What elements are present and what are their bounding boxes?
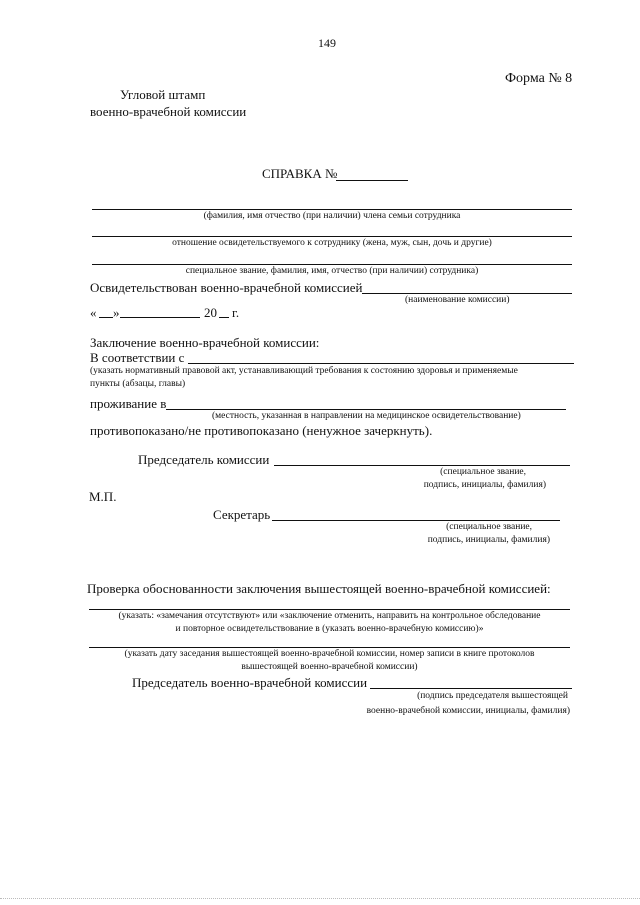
page-number: 149	[318, 36, 336, 50]
relation-field[interactable]	[92, 236, 572, 237]
meeting-caption-2: вышестоящей военно-врачебной комиссии)	[241, 662, 418, 672]
year-suffix: г.	[232, 305, 240, 320]
secretary-caption-2: подпись, инициалы, фамилия)	[427, 535, 550, 545]
year-prefix: 20	[204, 305, 217, 320]
meeting-caption-1: (указать дату заседания вышестоящей военно-врачебной комиссии, номер записи в книге протоколов	[124, 649, 535, 659]
rank-fio-field[interactable]	[92, 264, 572, 265]
secretary-label: Секретарь	[213, 507, 271, 522]
contraindicated-text: противопоказано/не противопоказано (ненужное зачеркнуть).	[90, 423, 433, 438]
normative-act-caption-2: пункты (абзацы, главы)	[90, 379, 186, 389]
secretary-signature-field[interactable]	[272, 520, 560, 521]
review-field[interactable]	[89, 609, 570, 610]
higher-chairman-signature-field[interactable]	[370, 688, 572, 689]
according-label: В соответствии с	[90, 350, 185, 365]
examined-label: Освидетельствован военно-врачебной комиссией	[90, 280, 363, 295]
document-title: СПРАВКА №	[262, 166, 338, 181]
secretary-caption-1: (специальное звание,	[446, 522, 532, 532]
review-caption-2: и повторное освидетельствование в (указать военно-врачебную комиссию)»	[175, 624, 484, 634]
relation-caption: отношение освидетельствуемого к сотруднику (жена, муж, сын, дочь и другие)	[172, 238, 492, 248]
stamp-line-1: Угловой штамп	[120, 87, 206, 102]
year-field[interactable]	[219, 317, 229, 318]
review-heading: Проверка обоснованности заключения вышестоящей военно-врачебной комиссией:	[87, 581, 551, 596]
normative-act-caption-1: (указать нормативный правовой акт, устанавливающий требования к состоянию здоровья и применяемые	[90, 366, 518, 376]
certificate-number-field[interactable]	[336, 180, 408, 181]
seal-label: М.П.	[89, 489, 117, 504]
commission-field[interactable]	[362, 293, 572, 294]
conclusion-heading: Заключение военно-врачебной комиссии:	[90, 335, 320, 350]
rank-fio-caption: специальное звание, фамилия, имя, отчество (при наличии) сотрудника)	[185, 266, 479, 276]
day-field[interactable]	[99, 317, 113, 318]
date-open-quote: «	[90, 305, 97, 320]
meeting-field[interactable]	[89, 647, 570, 648]
stamp-line-2: военно-врачебной комиссии	[90, 104, 247, 119]
higher-chairman-caption-2: военно-врачебной комиссии, инициалы, фамилия)	[366, 706, 570, 716]
chairman-signature-field[interactable]	[274, 465, 570, 466]
fio-member-field[interactable]	[92, 209, 572, 210]
commission-caption: (наименование комиссии)	[405, 295, 510, 305]
chairman-caption-2: подпись, инициалы, фамилия)	[423, 480, 546, 490]
date-close-quote: »	[113, 305, 120, 320]
scan-bottom-edge	[0, 898, 640, 905]
chairman-caption-1: (специальное звание,	[440, 467, 526, 477]
chairman-label: Председатель комиссии	[138, 452, 270, 467]
residence-field[interactable]	[166, 409, 566, 410]
higher-chairman-caption-1: (подпись председателя вышестоящей	[417, 691, 568, 701]
month-field[interactable]	[120, 317, 200, 318]
normative-act-field[interactable]	[188, 363, 574, 364]
locality-caption: (местность, указанная в направлении на медицинское освидетельствование)	[212, 411, 521, 421]
review-caption-1: (указать: «замечания отсутствуют» или «заключение отменить, направить на контрольное обследование	[118, 611, 541, 621]
form-number: Форма № 8	[505, 71, 573, 86]
higher-chairman-label: Председатель военно-врачебной комиссии	[132, 675, 368, 690]
fio-member-caption: (фамилия, имя отчество (при наличии) члена семьи сотрудника	[203, 211, 461, 221]
residence-label: проживание в	[90, 396, 167, 411]
